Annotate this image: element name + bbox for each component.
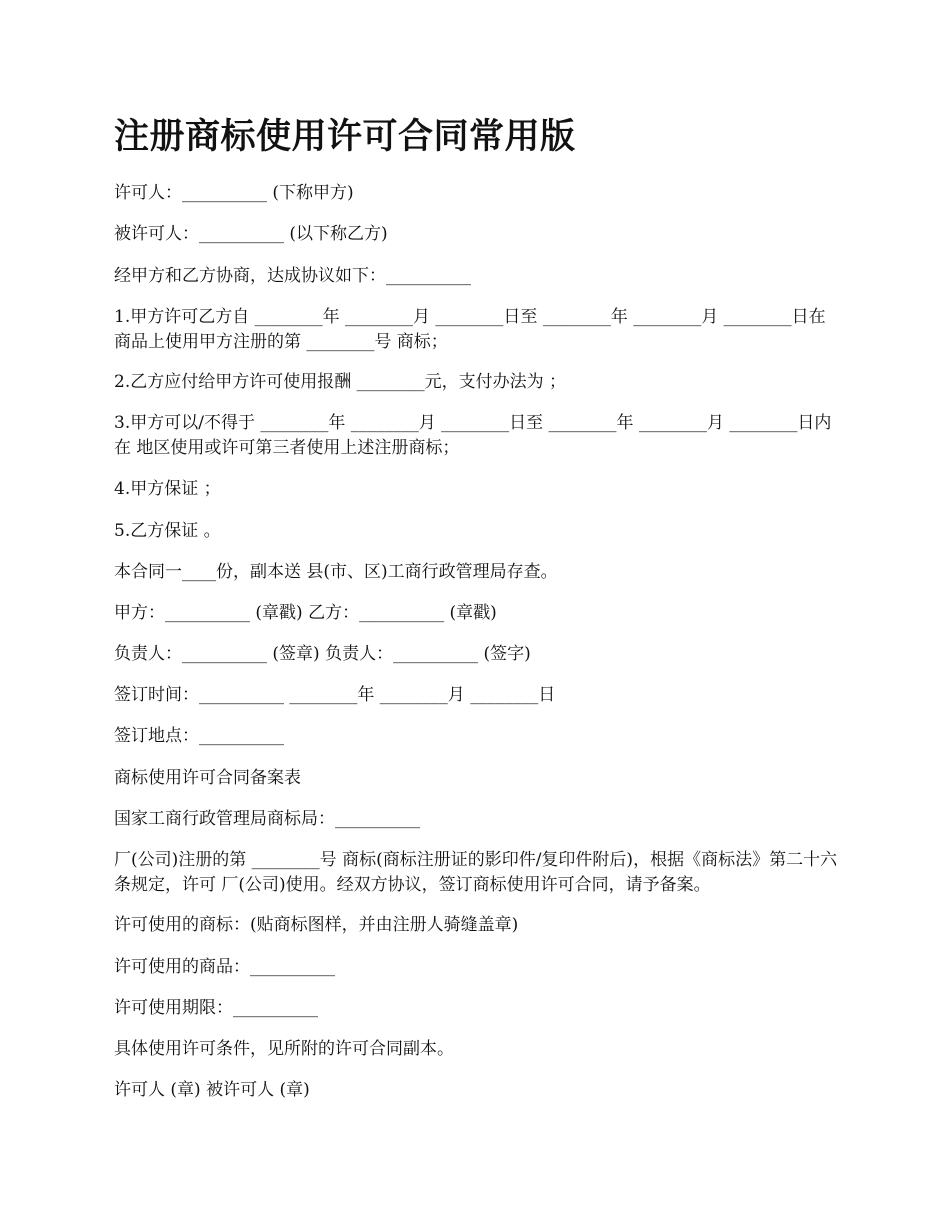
paragraph-licensor: 许可人：__________ (下称甲方) — [114, 183, 354, 203]
paragraph-clause-1: 1.甲方许可乙方自 ________年 ________月 ________日至 ________年 ________月 ________日在 商品上使用甲方注册的第 ________号 商标； — [114, 307, 832, 352]
document-title: 注册商标使用许可合同常用版 — [114, 116, 576, 157]
paragraph-copies: 本合同一____份，副本送 县(市、区)工商行政管理局存查。 — [114, 562, 558, 582]
paragraph-agreement-intro: 经甲方和乙方协商，达成协议如下：__________ — [114, 266, 471, 286]
paragraph-signing-time: 签订时间：__________ ________年 ________月 ________日 — [114, 685, 556, 705]
paragraph-filing-form-title: 商标使用许可合同备案表 — [114, 768, 301, 788]
paragraph-license-period: 许可使用期限：__________ — [114, 998, 318, 1018]
paragraph-clause-3: 3.甲方可以/不得于 ________年 ________月 ________日至 ________年 ________月 ________日内在 地区使用或许可第三者使用上述注册商标； — [114, 413, 832, 458]
paragraph-final-seals: 许可人 (章) 被许可人 (章) — [114, 1080, 310, 1100]
paragraph-licensed-goods: 许可使用的商品：__________ — [114, 957, 335, 977]
paragraph-licensed-mark: 许可使用的商标：(贴商标图样，并由注册人骑缝盖章) — [114, 915, 519, 935]
paragraph-license-conditions: 具体使用许可条件，见所附的许可合同副本。 — [114, 1039, 454, 1059]
paragraph-licensee: 被许可人：__________ (以下称乙方) — [114, 224, 388, 244]
paragraph-clause-2: 2.乙方应付给甲方许可使用报酬 ________元，支付办法为 ； — [114, 372, 567, 392]
paragraph-filing-statement: 厂(公司)注册的第 ________号 商标(商标注册证的影印件/复印件附后)，根据《商标法》第二十六条规定，许可 厂(公司)使用。经双方协议，签订商标使用许可合同，请予备案。 — [114, 850, 838, 895]
paragraph-clause-4: 4.甲方保证 ； — [114, 479, 221, 499]
paragraph-responsible-persons: 负责人：__________ (签章) 负责人：__________ (签字) — [114, 644, 531, 664]
paragraph-clause-5: 5.乙方保证 。 — [114, 521, 221, 541]
paragraph-parties-seal: 甲方：__________ (章戳) 乙方：__________ (章戳) — [114, 603, 497, 623]
paragraph-signing-place: 签订地点：__________ — [114, 726, 284, 746]
paragraph-trademark-office: 国家工商行政管理局商标局：__________ — [114, 809, 420, 829]
